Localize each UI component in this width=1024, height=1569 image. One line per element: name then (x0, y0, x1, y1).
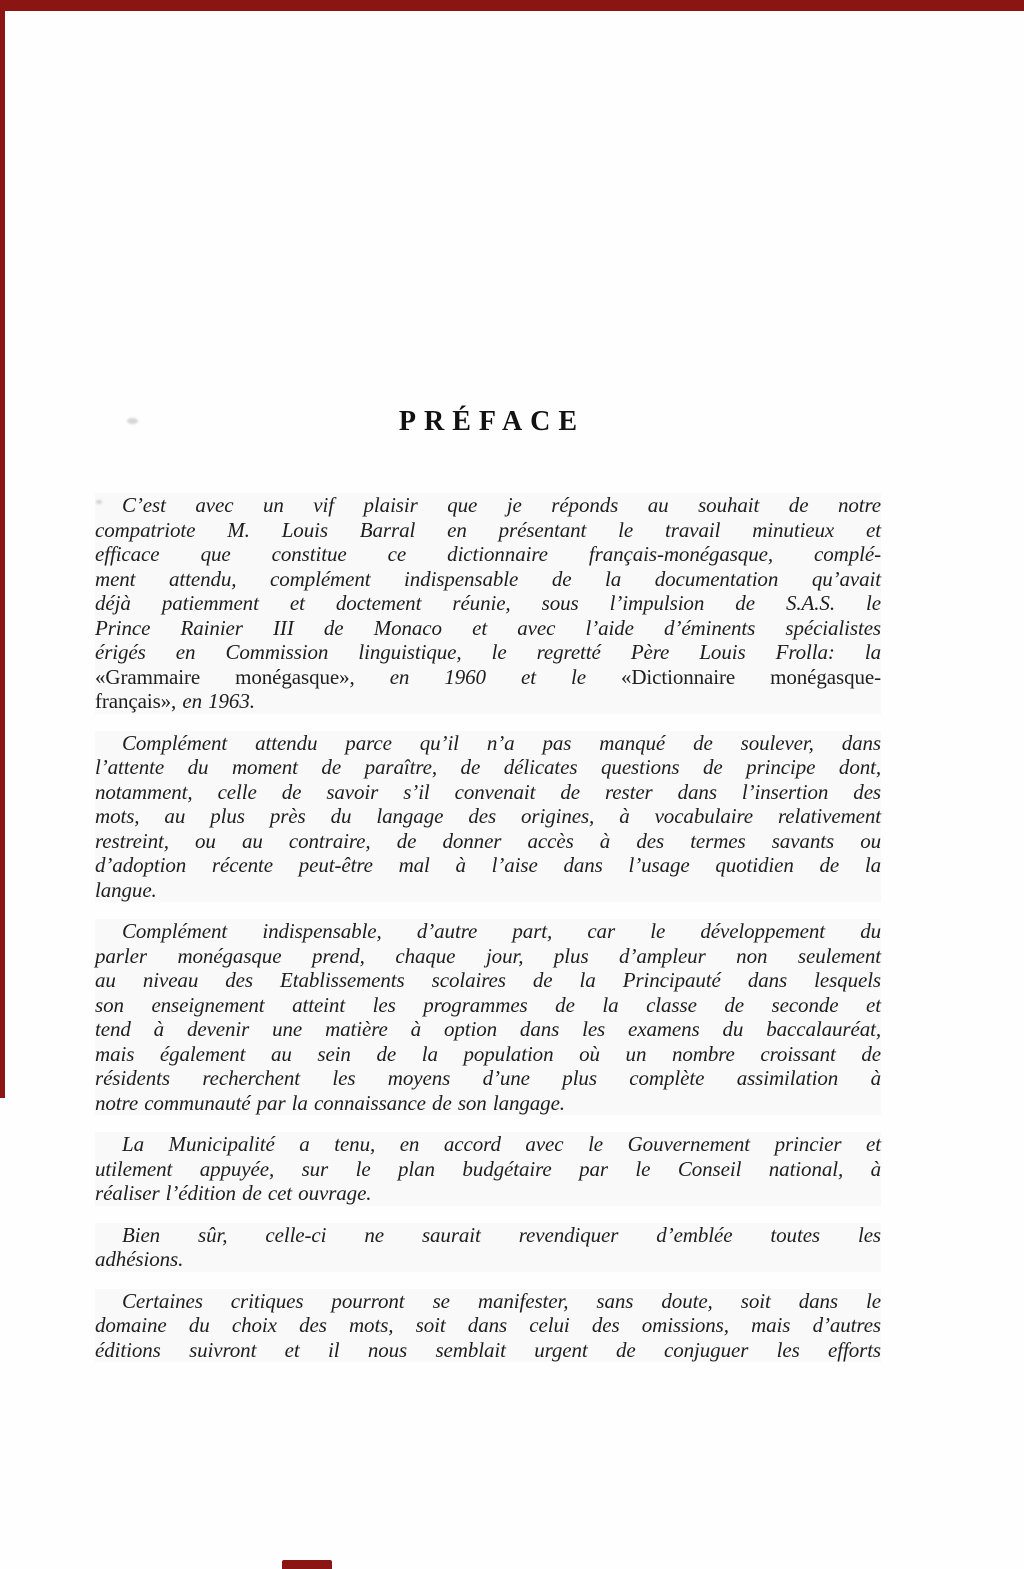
text-line: parler monégasque prend, chaque jour, plus d’ampleur non seulement (95, 943, 881, 968)
text-line: C’est avec un vif plaisir que je réponds au souhait de notre (95, 493, 881, 518)
text-line: utilement appuyée, sur le plan budgétaire par le Conseil national, à (95, 1156, 881, 1181)
text-line: efficace que constitue ce dictionnaire français-monégasque, complé- (95, 542, 881, 566)
paragraph (95, 1223, 881, 1272)
document-body (95, 493, 881, 1362)
scan-edge-bottom-dash (282, 1560, 332, 1569)
text-line (95, 665, 881, 690)
text-line: l’attente du moment de paraître, de délicates questions de principe dont, (95, 755, 881, 779)
text-line: réaliser l’édition de cet ouvrage. (95, 1181, 881, 1206)
text-line: notamment, celle de savoir s’il convenait de rester dans l’insertion des (95, 779, 881, 804)
text-line: compatriote M. Louis Barral en présentant le travail minutieux et (95, 517, 881, 542)
scan-edge-left-strip (0, 0, 5, 1098)
paragraph (95, 731, 881, 903)
text-line: adhésions. (95, 1247, 881, 1272)
paragraph (95, 1132, 881, 1206)
text-line: Bien sûr, celle-ci ne saurait revendiquer d’emblée toutes les (95, 1223, 881, 1248)
text-line: Complément indispensable, d’autre part, car le développement du (95, 919, 881, 944)
text-line: d’adoption récente peut-être mal à l’aise dans l’usage quotidien de la (95, 853, 881, 877)
text-segment: en 1960 et le (389, 664, 621, 689)
text-line: son enseignement atteint les programmes de la classe de seconde et (95, 992, 881, 1017)
text-line: éditions suivront et il nous semblait urgent de conjuguer les efforts (95, 1337, 881, 1362)
text-segment: «Dictionnaire monégasque- (620, 664, 882, 689)
text-line: déjà patiemment et doctement réunie, sous l’impulsion de S.A.S. le (95, 591, 881, 615)
paragraph (95, 919, 881, 1115)
page-title: PRÉFACE (398, 406, 586, 437)
text-block (95, 405, 881, 1362)
scan-edge-top-bar (0, 0, 1024, 11)
text-line: restreint, ou au contraire, de donner accès à des termes savants ou (95, 828, 881, 853)
text-line: tend à devenir une matière à option dans les examens du baccalauréat, (95, 1017, 881, 1041)
text-segment: en 1963. (182, 689, 255, 713)
text-line: domaine du choix des mots, soit dans celui des omissions, mais d’autres (95, 1313, 881, 1337)
text-line: Certaines critiques pourront se manifester, sans doute, soit dans le (95, 1289, 881, 1314)
text-line: La Municipalité a tenu, en accord avec le Gouvernement princier et (95, 1132, 881, 1157)
text-line: au niveau des Etablissements scolaires de la Principauté dans lesquels (95, 968, 881, 992)
text-line: Complément attendu parce qu’il n’a pas manqué de soulever, dans (95, 731, 881, 756)
text-line: Prince Rainier III de Monaco et avec l’aide d’éminents spécialistes (95, 615, 881, 640)
text-line: mais également au sein de la population où un nombre croissant de (95, 1041, 881, 1066)
text-line: érigés en Commission linguistique, le regretté Père Louis Frolla: la (95, 640, 881, 664)
text-line (95, 689, 881, 714)
paragraph (95, 493, 881, 714)
text-line: mots, au plus près du langage des origines, à vocabulaire relativement (95, 804, 881, 828)
text-line: notre communauté par la connaissance de son langage. (95, 1091, 881, 1116)
text-line: ment attendu, complément indispensable de la documentation qu’avait (95, 566, 881, 591)
text-segment: français», (95, 689, 183, 713)
paragraph (95, 1289, 881, 1363)
text-line: langue. (95, 878, 881, 903)
text-line: résidents recherchent les moyens d’une plus complète assimilation à (95, 1066, 881, 1090)
text-segment: «Grammaire monégasque», (95, 664, 390, 689)
